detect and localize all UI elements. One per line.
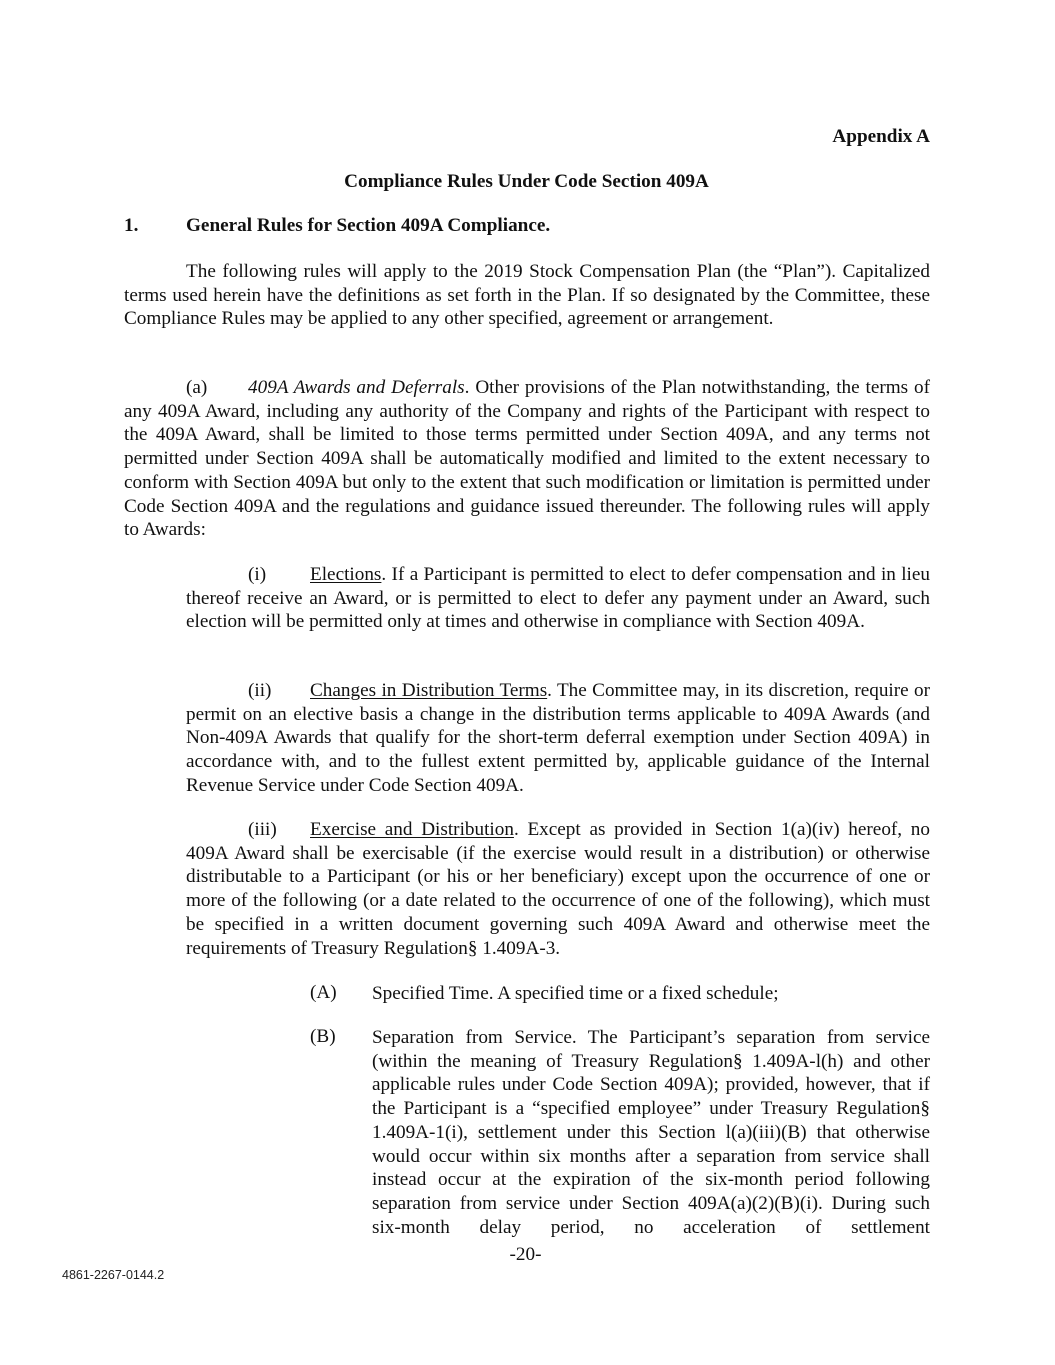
item-ii-heading: Changes in Distribution Terms <box>310 680 548 701</box>
section-number: 1. <box>124 215 139 236</box>
section-heading <box>124 215 550 237</box>
item-iii-heading: Exercise and Distribution <box>310 819 514 840</box>
item-ii-label: (ii) <box>248 680 272 701</box>
item-iii <box>186 818 930 960</box>
item-i-heading: Elections <box>310 564 382 585</box>
item-i <box>186 563 930 634</box>
section-heading-text: General Rules for Section 409A Compliance. <box>186 215 551 236</box>
subsection-a <box>124 376 930 542</box>
subsection-a-label: (a) <box>186 377 208 398</box>
subitem-A-label: (A) <box>310 982 337 1003</box>
item-iii-label: (iii) <box>248 819 277 840</box>
appendix-label: Appendix A <box>832 126 930 147</box>
subitem-B-label: (B) <box>310 1026 336 1047</box>
page-title: Compliance Rules Under Code Section 409A <box>344 171 709 192</box>
item-ii <box>186 679 930 798</box>
item-i-body: . If a Participant is permitted to elect to defer compensation and in lieu thereof receive an Award, or is permitted to elect to defer any payment under an Award, such election will be permitted only at times and otherwise in compliance with Section 409A. <box>186 564 930 633</box>
subitem-B <box>310 1026 930 1239</box>
document-id: 4861-2267-0144.2 <box>62 1268 165 1282</box>
intro-text: The following rules will apply to the 2019 Stock Compensation Plan (the “Plan”). Capitalized terms used herein have the definitions as set forth in the Plan. If so designated by the Committee, these Compliance Rules may be applied to any other specified, agreement or arrangement. <box>124 261 930 330</box>
intro-paragraph <box>124 260 930 331</box>
item-ii-body: . The Committee may, in its discretion, require or permit on an elective basis a change in the distribution terms applicable to 409A Awards (and Non-409A Awards that qualify for the short-term deferral exemption under Section 409A) in accordance with, and to the fullest extent permitted by, applicable guidance of the Internal Revenue Service under Code Section 409A. <box>186 680 930 796</box>
subitem-B-text: Separation from Service. The Participant’s separation from service (within the meaning of Treasury Regulation§ 1.409A-l(h) and other applicable rules under Code Section 409A); provided, however, that if the Participant is a “specified employee” under Treasury Regulation§ 1.409A-1(i), settlement under this Section l(a)(iii)(B) that otherwise would occur within six months after a separation from service shall instead occur at the expiration of the six-month period following separation from service under Section 409A(a)(2)(B)(i). During such six-month delay period, no acceleration of settlement <box>372 1027 930 1238</box>
item-iii-body: . Except as provided in Section 1(a)(iv) hereof, no 409A Award shall be exercisable (if the exercise would result in a distribution) or otherwise distributable to a Participant (or his or her beneficiary) except upon the occurrence of one or more of the following (or a date related to the occurrence of one of the following), which must be specified in a written document governing such 409A Award and otherwise meet the requirements of Treasury Regulation§ 1.409A-3. <box>186 819 930 959</box>
subitem-A-text: Specified Time. A specified time or a fixed schedule; <box>372 983 779 1004</box>
subsection-a-heading: 409A Awards and Deferrals <box>248 377 465 398</box>
page-number: -20- <box>509 1244 542 1265</box>
subsection-a-body: . Other provisions of the Plan notwithstanding, the terms of any 409A Award, including any authority of the Company and rights of the Participant with respect to the 409A Award, shall be limited to those terms permitted under Section 409A, and any terms not permitted under Section 409A shall be automatically modified and limited to the extent necessary to conform with Section 409A but only to the extent that such modification or limitation is permitted under Code Section 409A and the regulations and guidance issued thereunder. The following rules will apply to Awards: <box>124 377 930 541</box>
subitem-A <box>310 982 930 1006</box>
item-i-label: (i) <box>248 564 267 585</box>
